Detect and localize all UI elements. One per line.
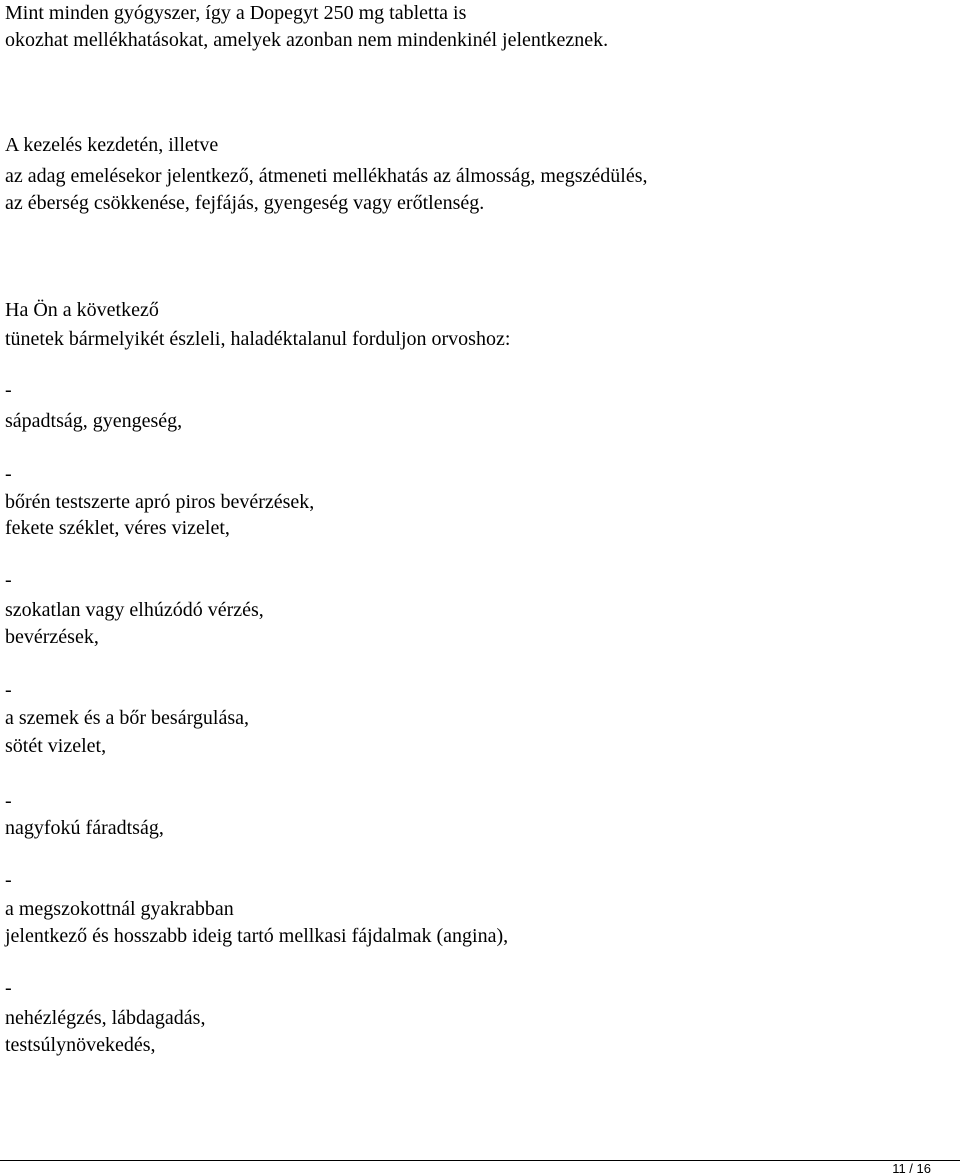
paragraph-1-line-1: Mint minden gyógyszer, így a Dopegyt 250 mg tabletta is: [5, 2, 467, 24]
footer-divider: [0, 1160, 960, 1161]
list-item-4-line-2: sötét vizelet,: [5, 735, 107, 757]
paragraph-3-line-2: tünetek bármelyikét észleli, haladéktalanul forduljon orvoshoz:: [5, 328, 511, 350]
paragraph-1-line-2: okozhat mellékhatásokat, amelyek azonban nem mindenkinél jelentkeznek.: [5, 29, 609, 51]
list-item-7-line-2: testsúlynövekedés,: [5, 1034, 156, 1056]
list-item-6-bullet: -: [5, 869, 12, 891]
paragraph-2-line-3: az éberség csökkenése, fejfájás, gyengeség vagy erőtlenség.: [5, 192, 485, 214]
list-item-1-line-1: sápadtság, gyengeség,: [5, 410, 183, 432]
list-item-6-line-1: a megszokottnál gyakrabban: [5, 898, 234, 920]
list-item-7-bullet: -: [5, 977, 12, 999]
paragraph-2-line-1: A kezelés kezdetén, illetve: [5, 134, 219, 156]
list-item-7-line-1: nehézlégzés, lábdagadás,: [5, 1007, 206, 1029]
paragraph-2-line-2: az adag emelésekor jelentkező, átmeneti mellékhatás az álmosság, megszédülés,: [5, 165, 648, 187]
list-item-3-line-1: szokatlan vagy elhúzódó vérzés,: [5, 599, 264, 621]
list-item-2-line-2: fekete széklet, véres vizelet,: [5, 517, 230, 539]
list-item-4-line-1: a szemek és a bőr besárgulása,: [5, 707, 249, 729]
list-item-2-bullet: -: [5, 463, 12, 485]
page-number: 11 / 16: [892, 1161, 931, 1176]
list-item-5-line-1: nagyfokú fáradtság,: [5, 817, 164, 839]
paragraph-3-line-1: Ha Ön a következő: [5, 299, 159, 321]
list-item-2-line-1: bőrén testszerte apró piros bevérzések,: [5, 491, 315, 513]
list-item-5-bullet: -: [5, 790, 12, 812]
list-item-3-line-2: bevérzések,: [5, 626, 99, 648]
list-item-6-line-2: jelentkező és hosszabb ideig tartó mellkasi fájdalmak (angina),: [5, 925, 509, 947]
list-item-1-bullet: -: [5, 379, 12, 401]
list-item-3-bullet: -: [5, 569, 12, 591]
list-item-4-bullet: -: [5, 679, 12, 701]
